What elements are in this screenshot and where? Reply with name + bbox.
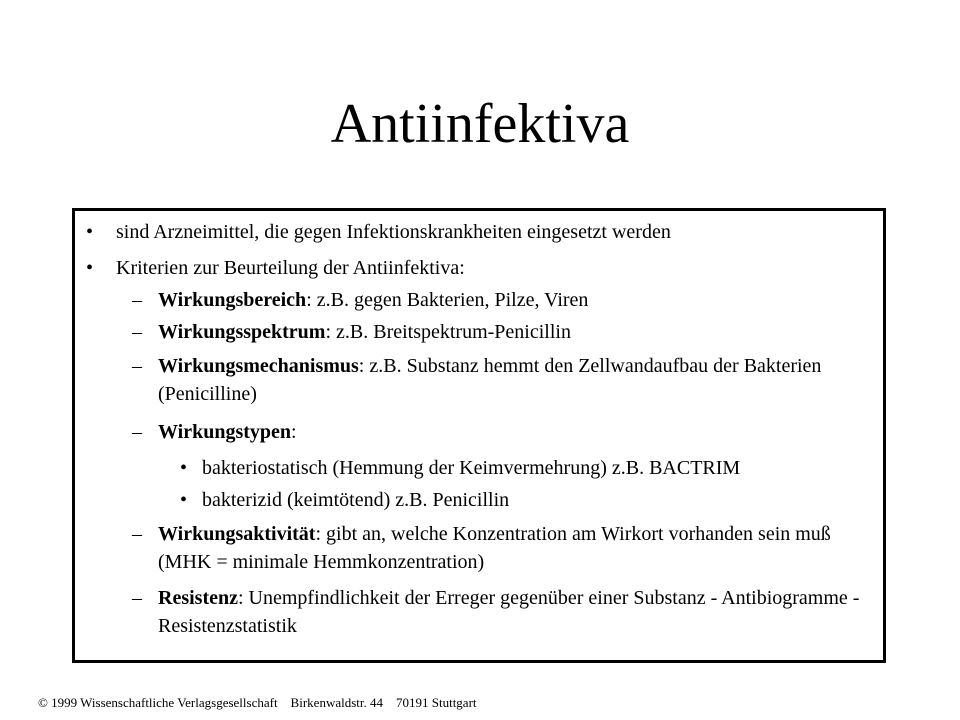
bullet-icon: •	[86, 221, 94, 243]
dash-icon: –	[132, 421, 142, 443]
criterion-term: Wirkungstypen	[158, 421, 292, 443]
bullet-icon: •	[86, 257, 94, 279]
criterion-description: : gibt an, welche Konzentration am Wirkort vorhanden sein muß (MHK = minimale Hemmkonzentration)	[158, 523, 831, 573]
criterion-term: Wirkungsmechanismus	[158, 355, 359, 377]
criterion-description: : z.B. Breitspektrum-Penicillin	[325, 321, 571, 343]
bullet-icon: •	[180, 489, 188, 511]
criterion-term: Wirkungsspektrum	[158, 321, 326, 343]
dash-icon: –	[132, 289, 142, 311]
type-item-text: bakterizid (keimtötend) z.B. Penicillin	[202, 489, 510, 511]
dash-icon: –	[132, 355, 142, 377]
criterion-term: Wirkungsaktivität	[158, 523, 316, 545]
criterion-description: :	[291, 421, 297, 443]
criterion-description: : Unempfindlichkeit der Erreger gegenüber einer Substanz - Antibiogramme - Resistenzstatistik	[158, 587, 860, 637]
dash-icon: –	[132, 321, 142, 343]
dash-icon: –	[132, 523, 142, 545]
list-item-text: Kriterien zur Beurteilung der Antiinfektiva:	[116, 257, 465, 279]
criterion-term: Wirkungsbereich	[158, 289, 307, 311]
bullet-icon: •	[180, 457, 188, 479]
list-item-text: sind Arzneimittel, die gegen Infektionskrankheiten eingesetzt werden	[116, 221, 671, 243]
copyright-footer: © 1999 Wissenschaftliche Verlagsgesellschaft Birkenwaldstr. 44 70191 Stuttgart	[38, 695, 477, 710]
dash-icon: –	[132, 587, 142, 609]
criterion-term: Resistenz	[158, 587, 238, 609]
slide-title: Antiinfektiva	[330, 93, 630, 155]
criterion-description: : z.B. Substanz hemmt den Zellwandaufbau der Bakterien (Penicilline)	[158, 355, 822, 405]
type-item-text: bakteriostatisch (Hemmung der Keimvermehrung) z.B. BACTRIM	[202, 457, 741, 479]
criterion-description: : z.B. gegen Bakterien, Pilze, Viren	[306, 289, 589, 311]
